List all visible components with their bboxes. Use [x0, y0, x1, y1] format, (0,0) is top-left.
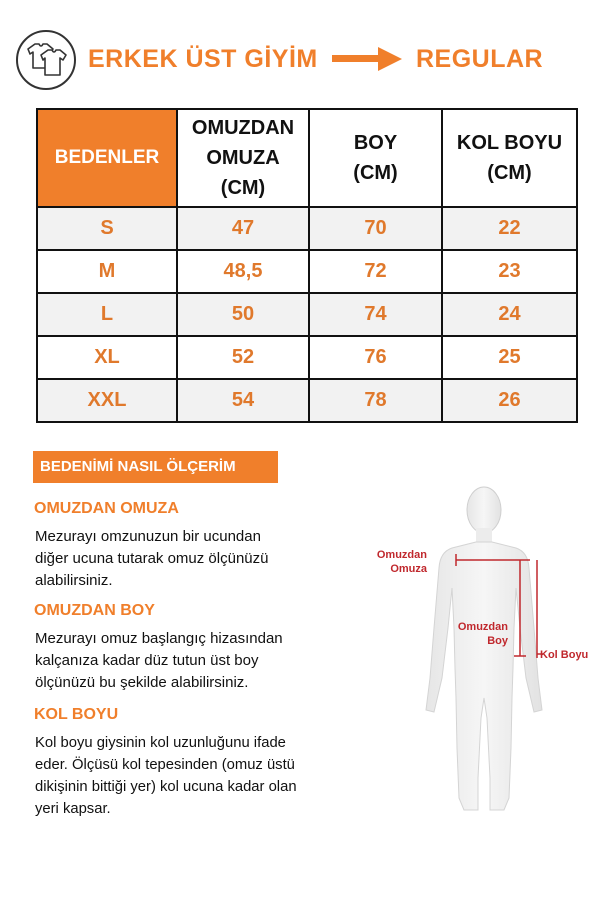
cell-length: 78: [309, 379, 442, 422]
cell-shoulder: 48,5: [177, 250, 309, 293]
cell-sleeve: 22: [442, 207, 577, 250]
text-line: Mezurayı omzunuzun bir ucundan: [35, 528, 261, 545]
label-line: Omuza: [390, 563, 427, 575]
section-title-length: OMUZDAN BOY: [34, 602, 155, 619]
header-length-line2: (CM): [353, 162, 398, 184]
text-line: yeri kapsar.: [35, 801, 111, 817]
header-length-line1: BOY: [353, 132, 398, 154]
figure-label-shoulder: [377, 548, 427, 576]
cell-sleeve: 24: [442, 293, 577, 336]
section-text-sleeve: [35, 732, 297, 820]
figure-label-length: [458, 620, 508, 648]
section-title-shoulder: OMUZDAN OMUZA: [34, 500, 179, 517]
text-line: dikişinin bittiği yer) kol ucuna kadar olan: [35, 779, 297, 795]
text-line: diğer ucuna tutarak omuz ölçünüzü: [35, 550, 269, 567]
section-text-shoulder: [35, 526, 268, 592]
header-sleeve-line2: (CM): [487, 162, 532, 184]
table-row: [37, 293, 577, 336]
cell-shoulder: 50: [177, 293, 309, 336]
tshirts-icon: [16, 30, 76, 90]
header-shoulder-line3: (CM): [220, 177, 266, 199]
text-line: ölçünüzü bu şekilde alabilirsiniz.: [35, 674, 249, 691]
cell-size: L: [37, 293, 177, 336]
figure-label-sleeve: Kol Boyu: [540, 649, 589, 661]
cell-size: XXL: [37, 379, 177, 422]
table-row: [37, 250, 577, 293]
header-shoulder-line2: OMUZA: [206, 147, 280, 169]
label-line: Omuzdan: [376, 549, 427, 561]
page-title: ERKEK ÜST GİYİM: [88, 45, 318, 73]
cell-size: XL: [37, 336, 177, 379]
cell-length: 70: [309, 207, 442, 250]
text-line: eder. Ölçüsü kol tepesinden (omuz üstü: [35, 757, 295, 773]
cell-shoulder: 54: [177, 379, 309, 422]
cell-sleeve: 23: [442, 250, 577, 293]
header-shoulder-line1: OMUZDAN: [191, 117, 295, 139]
table-header-row: [37, 109, 577, 207]
cell-shoulder: 47: [177, 207, 309, 250]
table-row: [37, 336, 577, 379]
header: [16, 27, 596, 91]
cell-length: 76: [309, 336, 442, 379]
size-table: [36, 108, 578, 423]
howto-banner: BEDENİMİ NASIL ÖLÇERİM: [33, 451, 278, 483]
header-shoulder: [177, 109, 309, 207]
cell-sleeve: 26: [442, 379, 577, 422]
cell-size: S: [37, 207, 177, 250]
label-line: Omuzdan: [457, 621, 508, 633]
table-row: [37, 207, 577, 250]
cell-length: 74: [309, 293, 442, 336]
text-line: kalçanıza kadar düz tutun üst boy: [35, 652, 259, 669]
label-line: Boy: [487, 635, 508, 647]
text-line: alabilirsiniz.: [35, 572, 113, 589]
measurement-figure: [360, 478, 610, 818]
table-row: [37, 379, 577, 422]
cell-length: 72: [309, 250, 442, 293]
fit-type: REGULAR: [416, 45, 544, 73]
text-line: Mezurayı omuz başlangıç hizasından: [35, 630, 283, 647]
section-title-sleeve: KOL BOYU: [34, 706, 119, 723]
header-sizes: BEDENLER: [37, 109, 177, 207]
header-sleeve: [442, 109, 577, 207]
header-sleeve-line1: KOL BOYU: [456, 132, 563, 154]
section-text-length: [35, 628, 283, 694]
cell-shoulder: 52: [177, 336, 309, 379]
header-length: [309, 109, 442, 207]
text-line: Kol boyu giysinin kol uzunluğunu ifade: [35, 735, 286, 751]
cell-sleeve: 25: [442, 336, 577, 379]
arrow-right-icon: [332, 47, 402, 71]
cell-size: M: [37, 250, 177, 293]
